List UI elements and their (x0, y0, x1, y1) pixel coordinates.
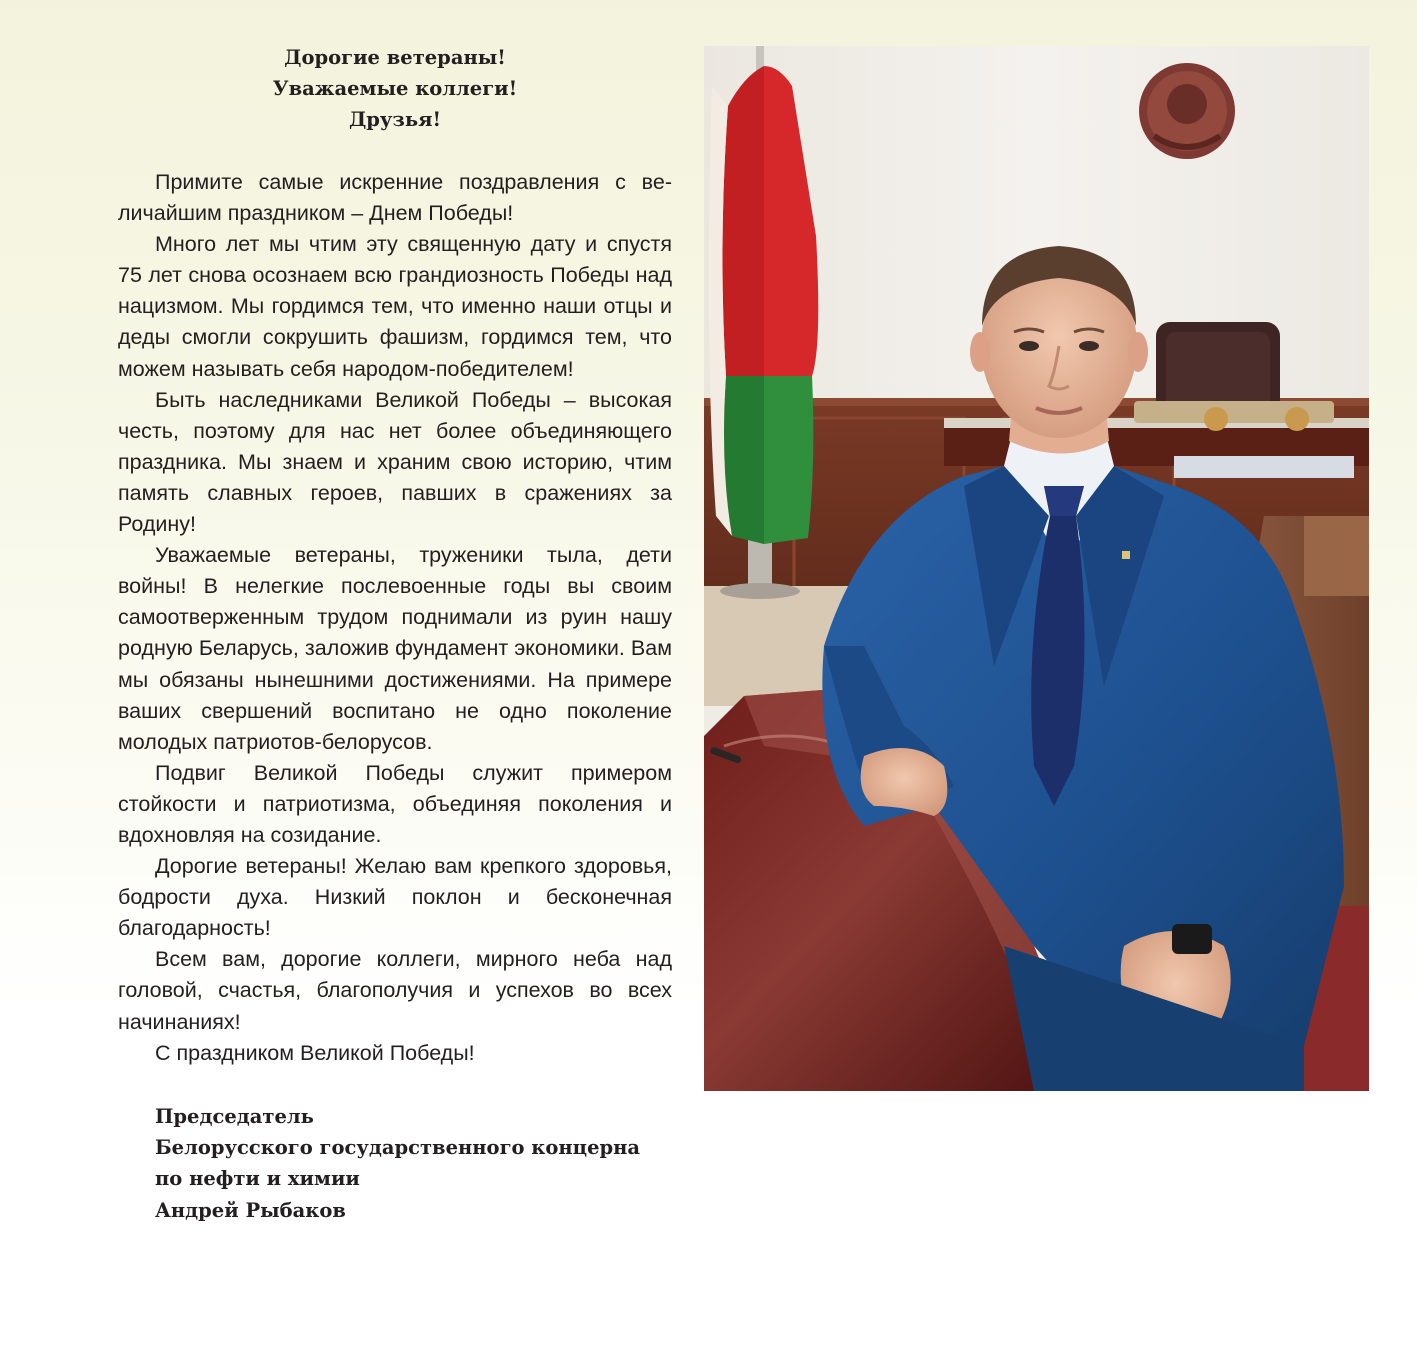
paragraph: Уважаемые ветераны, труженики тыла, дети войны! В нелегкие послевоенные годы вы своим самоотверженным трудом поднимали из руин нашу родную Беларусь, заложив фундамент экономики. Вам мы обязаны нынешними достижениями. На примере ваших свершений воспитано не одно поколение молодых патриотов-белорусов. (118, 543, 672, 754)
paragraph: Примите самые искренние поздравления с величайшим праздником – Днем Победы! (118, 170, 672, 226)
greeting-line-1: Дорогие ветераны! (284, 46, 506, 69)
greeting (118, 42, 672, 135)
greeting-line-2: Уважаемые коллеги! (272, 77, 518, 100)
greeting-line-3: Друзья! (348, 108, 442, 131)
signature-organization-1: Белорусского государственного концерна (155, 1136, 641, 1160)
signature-position: Председатель (155, 1104, 314, 1128)
letter-column (118, 42, 672, 1226)
signature-organization-2: по нефти и химии (155, 1167, 360, 1191)
paragraph: Всем вам, дорогие коллеги, мирного неба над головой, счастья, благополучия и успехов во всех начинаниях! (118, 947, 672, 1034)
paragraph: Дорогие ветераны! Желаю вам крепкого здоровья, бодрости духа. Низкий поклон и бесконечная благодарность! (118, 854, 672, 941)
paragraph: Много лет мы чтим эту священную дату и спустя 75 лет снова осознаем всю грандиозность Победы над нацизмом. Мы гордимся тем, что именно наши отцы и деды смогли сокрушить фашизм, гордимся тем, что можем называть себя народом-победителем! (118, 232, 672, 381)
signature-name: Андрей Рыбаков (155, 1198, 346, 1222)
letter-body (118, 167, 672, 1069)
paragraph: Подвиг Великой Победы служит примером стойкости и патриотизма, объединяя поколения и вдохновляя на созидание. (118, 760, 672, 847)
portrait-photo (704, 46, 1369, 1091)
state-emblem (1139, 63, 1235, 159)
paragraph: С праздником Великой Победы! (155, 1040, 475, 1065)
paragraph: Быть наследниками Великой Победы – высокая честь, поэтому для нас нет более объединяющего праздника. Мы знаем и храним свою историю, чтим память славных героев, павших в сражениях за Родину! (118, 387, 672, 537)
signature (118, 1101, 672, 1226)
